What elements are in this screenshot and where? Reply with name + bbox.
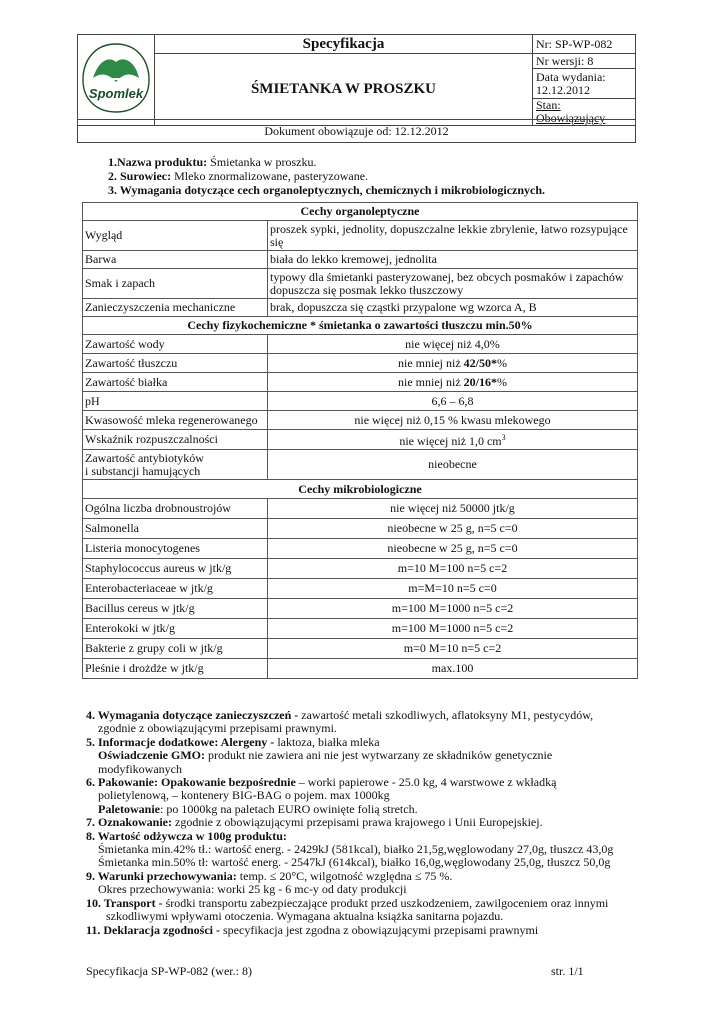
- row-value: biała do lekko kremowej, jednolita: [268, 251, 638, 269]
- s6-heading: 6. Pakowanie: Opakowanie bezpośrednie: [86, 775, 296, 790]
- doc-valid-line: Dokument obowiązuje od: 12.12.2012: [77, 119, 636, 143]
- value-bold: 42/50*: [463, 355, 497, 370]
- s9-text: temp. ≤ 20°C, wilgotność względna ≤ 75 %.: [236, 868, 453, 883]
- row-label: Kwasowość mleka regenerowanego: [83, 411, 268, 430]
- label-line: i substancji hamujących: [85, 463, 201, 478]
- row-value: proszek sypki, jednolity, dopuszczalne lekkie zbrylenie, łatwo rozsypujące się: [268, 221, 638, 251]
- row-value: nie więcej niż 4,0%: [268, 335, 638, 354]
- row-label: Wskaźnik rozpuszczalności: [83, 430, 268, 450]
- s9-line2: Okres przechowywania: worki 25 kg - 6 mc-y od daty produkcji: [98, 882, 407, 897]
- s7-text: zgodnie z obowiązującymi przepisami prawa krajowego i Unii Europejskiej.: [172, 815, 543, 830]
- s4-line2: zgodnie z obowiązującymi przepisami prawnymi.: [98, 721, 337, 736]
- footer-doc-ref: Specyfikacja SP-WP-082 (wer.: 8): [86, 964, 252, 978]
- row-value: m=0 M=10 n=5 c=2: [268, 639, 638, 659]
- value-suffix: %: [497, 374, 507, 389]
- row-value: [268, 354, 638, 373]
- row-value: m=100 M=1000 n=5 c=2: [268, 599, 638, 619]
- footer-page-number: str. 1/1: [551, 964, 584, 978]
- value-bold: 20/16*: [463, 374, 497, 389]
- s4-text: zawartość metali szkodliwych, aflatoksyny M1, pestycydów,: [298, 708, 594, 722]
- doc-number: Nr: SP-WP-082: [533, 35, 636, 54]
- row-value: max.100: [268, 659, 638, 679]
- value-prefix: nie mniej niż: [398, 374, 464, 389]
- row-value: nie więcej niż 0,15 % kwasu mlekowego: [268, 411, 638, 430]
- row-label: Barwa: [83, 251, 268, 269]
- s10-line2: szkodliwymi wpływami otoczenia. Wymagana aktualna książka sanitarna pojazdu.: [106, 909, 504, 924]
- row-value: typowy dla śmietanki pasteryzowanej, bez obcych posmaków i zapachów dopuszcza się posmak lekko tłuszczowy: [268, 269, 638, 299]
- row-value: nieobecne w 25 g, n=5 c=0: [268, 539, 638, 559]
- status-value: Obowiązujący: [536, 111, 606, 125]
- s11-text: specyfikacja jest zgodna z obowiązującymi przepisami prawnymi: [220, 922, 539, 937]
- product-title: ŚMIETANKA W PROSZKU: [155, 54, 533, 126]
- value-text: nie więcej niż 1,0 cm: [399, 434, 502, 448]
- row-label: Enterokoki w jtk/g: [83, 619, 268, 639]
- row-label: pH: [83, 392, 268, 411]
- section-organoleptic: Cechy organoleptyczne: [83, 203, 638, 221]
- row-value: 6,6 – 6,8: [268, 392, 638, 411]
- logo-cell: [78, 35, 155, 126]
- row-label: Zawartość białka: [83, 373, 268, 392]
- s5-gmo-text: produkt nie zawiera ani nie jest wytwarzany ze składników genetycznie: [204, 748, 553, 763]
- section-physicochemical: Cechy fizykochemiczne * śmietanka o zawartości tłuszczu min.50%: [83, 317, 638, 335]
- s8-line1: Śmietanka min.42% tł.: wartość energ. - 2429kJ (581kcal), białko 21,5g,węglowodany 27,0g, tłuszcz 43,0g: [98, 842, 614, 857]
- row-label: Enterobacteriaceae w jtk/g: [83, 579, 268, 599]
- s8-line2: Śmietanka min.50% tł: wartość energ. - 2547kJ (614kcal), białko 16,0g,węglowodany 25,0g, tłuszcz 50,0g: [98, 855, 611, 870]
- value-prefix: nie mniej niż: [398, 355, 464, 370]
- s4-heading: 4. Wymagania dotyczące zanieczyszczeń -: [86, 708, 299, 722]
- row-label: Bacillus cereus w jtk/g: [83, 599, 268, 619]
- s5-gmo-line2: modyfikowanych: [98, 761, 182, 776]
- row-label: Bakterie z grupy coli w jtk/g: [83, 639, 268, 659]
- intro-l1-bold: 1.Nazwa produktu:: [108, 155, 208, 169]
- s5-text: laktoza, białka mleka: [274, 734, 380, 749]
- row-label: Zawartość tłuszczu: [83, 354, 268, 373]
- s6-pal-text: : po 1000kg na paletach EURO owinięte folią stretch.: [160, 801, 418, 816]
- version-number: Nr wersji: 8: [533, 54, 636, 69]
- row-value: m=100 M=1000 n=5 c=2: [268, 619, 638, 639]
- s5-heading: 5. Informacje dodatkowe: Alergeny -: [86, 734, 275, 749]
- intro-section: [108, 155, 668, 197]
- header-table: [77, 34, 636, 126]
- s11-heading: 11. Deklaracja zgodności -: [86, 922, 220, 937]
- s5-gmo-heading: Oświadczenie GMO:: [98, 748, 205, 763]
- row-label: Staphylococcus aureus w jtk/g: [83, 559, 268, 579]
- row-value: [268, 430, 638, 450]
- intro-l2-bold: 2. Surowiec:: [108, 169, 172, 183]
- row-label: Smak i zapach: [83, 269, 268, 299]
- s6-pal-heading: Paletowanie: [98, 801, 160, 816]
- spomlek-logo: [79, 38, 153, 118]
- value-sup: 3: [501, 433, 506, 442]
- row-value: m=M=10 n=5 c=0: [268, 579, 638, 599]
- row-label: [83, 450, 268, 480]
- spec-table: [82, 202, 638, 679]
- row-value: m=10 M=100 n=5 c=2: [268, 559, 638, 579]
- intro-l3-bold: 3. Wymagania dotyczące cech organoleptycznych, chemicznych i mikrobiologicznych.: [108, 183, 546, 197]
- row-value: brak, dopuszcza się cząstki przypalone wg wzorca A, B: [268, 299, 638, 317]
- section-microbiological: Cechy mikrobiologiczne: [83, 480, 638, 499]
- row-label: Pleśnie i drożdże w jtk/g: [83, 659, 268, 679]
- issue-date: 12.12.2012: [536, 82, 590, 97]
- status-label: Stan:: [536, 98, 561, 112]
- intro-l1-text: Śmietanka w proszku.: [207, 155, 317, 169]
- row-label: Zawartość wody: [83, 335, 268, 354]
- s7-heading: 7. Oznakowanie:: [86, 815, 173, 830]
- label-line: Zawartość antybiotyków: [85, 450, 204, 465]
- issue-date-cell: [533, 69, 636, 99]
- spec-label: Specyfikacja: [155, 35, 533, 54]
- issue-label: Data wydania:: [536, 69, 606, 84]
- logo-text: Spomlek: [88, 86, 144, 101]
- numbered-sections: [86, 709, 646, 937]
- row-value: nieobecne: [268, 450, 638, 480]
- row-value: nie więcej niż 50000 jtk/g: [268, 499, 638, 519]
- row-value: nieobecne w 25 g, n=5 c=0: [268, 519, 638, 539]
- row-label: Wygląd: [83, 221, 268, 251]
- row-label: Zanieczyszczenia mechaniczne: [83, 299, 268, 317]
- row-value: [268, 373, 638, 392]
- row-label: Listeria monocytogenes: [83, 539, 268, 559]
- s9-heading: 9. Warunki przechowywania:: [86, 868, 237, 883]
- s6-text: – worki papierowe - 25.0 kg, 4 warstwowe z wkładką: [295, 775, 557, 790]
- row-label: Salmonella: [83, 519, 268, 539]
- s10-text: środki transportu zabezpieczające produkt przed uszkodzeniem, zawilgoceniem oraz innymi: [162, 895, 609, 910]
- intro-l2-text: Mleko znormalizowane, pasteryzowane.: [171, 169, 369, 183]
- s8-heading: 8. Wartość odżywcza w 100g produktu:: [86, 828, 287, 843]
- value-suffix: %: [497, 355, 507, 370]
- s10-heading: 10. Transport -: [86, 895, 163, 910]
- row-label: Ogólna liczba drobnoustrojów: [83, 499, 268, 519]
- s6-line2: polietylenową, – kontenery BIG-BAG o pojem. max 1000kg: [98, 788, 390, 803]
